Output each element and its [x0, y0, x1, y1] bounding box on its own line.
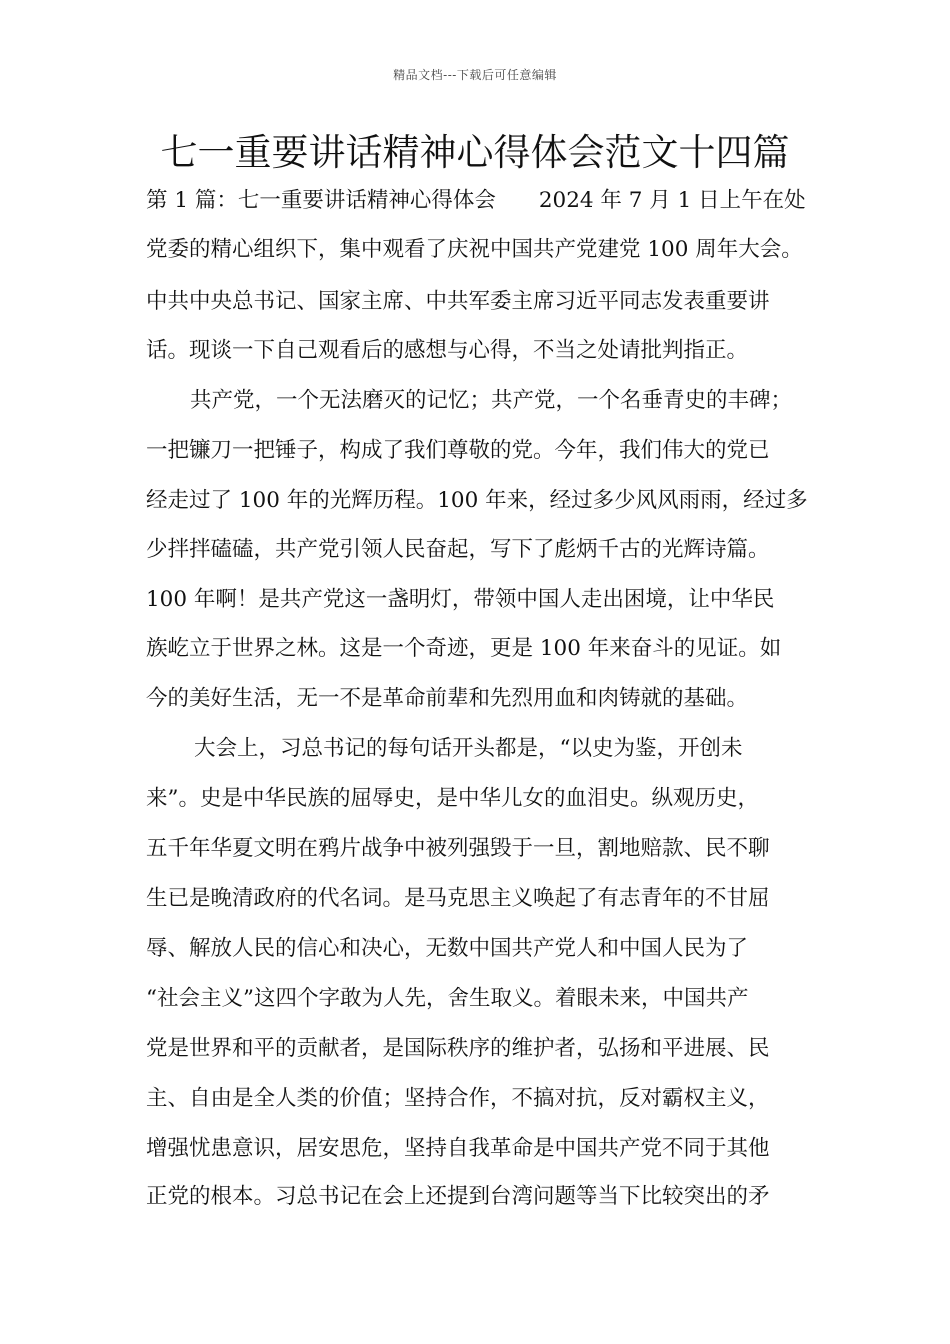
- body-line: 来”。史是中华民族的屈辱史，是中华儿女的血泪史。纵观历史，: [146, 786, 759, 811]
- body-line: “社会主义”这四个字敢为人先，舍生取义。着眼未来，中国共产: [146, 986, 749, 1011]
- body-line: 辱、解放人民的信心和决心，无数中国共产党人和中国人民为了: [146, 936, 749, 961]
- body-line: 经走过了 100 年的光辉历程。100 年来，经过多少风风雨雨，经过多: [146, 488, 808, 513]
- body-line: 大会上，习总书记的每句话开头都是，“以史为鉴，开创未: [194, 736, 743, 761]
- body-line: 五千年华夏文明在鸦片战争中被列强毁于一旦，割地赔款、民不聊: [146, 836, 770, 861]
- body-line: 一把镰刀一把锤子，构成了我们尊敬的党。今年，我们伟大的党已: [146, 438, 770, 463]
- body-line: 共产党，一个无法磨灭的记忆；共产党，一个名垂青史的丰碑；: [190, 388, 793, 413]
- document-title: 七一重要讲话精神心得体会范文十四篇: [160, 131, 790, 174]
- body-line: 今的美好生活，无一不是革命前辈和先烈用血和肉铸就的基础。: [146, 686, 749, 711]
- body-line: 话。现谈一下自己观看后的感想与心得，不当之处请批判指正。: [146, 338, 749, 363]
- body-line: 生已是晚清政府的代名词。是马克思主义唤起了有志青年的不甘屈: [146, 886, 770, 911]
- body-line: 100 年啊！是共产党这一盏明灯，带领中国人走出困境，让中华民: [146, 587, 775, 612]
- header-note: 精品文档---下载后可任意编辑: [393, 68, 557, 82]
- body-line: 党委的精心组织下，集中观看了庆祝中国共产党建党 100 周年大会。: [146, 237, 803, 262]
- body-line: 族屹立于世界之林。这是一个奇迹，更是 100 年来奋斗的见证。如: [146, 636, 782, 661]
- body-line: 增强忧患意识，居安思危，坚持自我革命是中国共产党不同于其他: [146, 1136, 770, 1161]
- body-line: 党是世界和平的贡献者，是国际秩序的维护者，弘扬和平进展、民: [146, 1036, 770, 1061]
- body-line: 主、自由是全人类的价值；坚持合作，不搞对抗，反对霸权主义，: [146, 1086, 770, 1111]
- body-line: 少拌拌磕磕，共产党引领人民奋起，写下了彪炳千古的光辉诗篇。: [146, 537, 770, 562]
- body-line: 正党的根本。习总书记在会上还提到台湾问题等当下比较突出的矛: [146, 1184, 770, 1209]
- body-line: 中共中央总书记、国家主席、中共军委主席习近平同志发表重要讲: [146, 289, 770, 314]
- body-line: 第 1 篇：七一重要讲话精神心得体会 2024 年 7 月 1 日上午在处: [146, 188, 806, 213]
